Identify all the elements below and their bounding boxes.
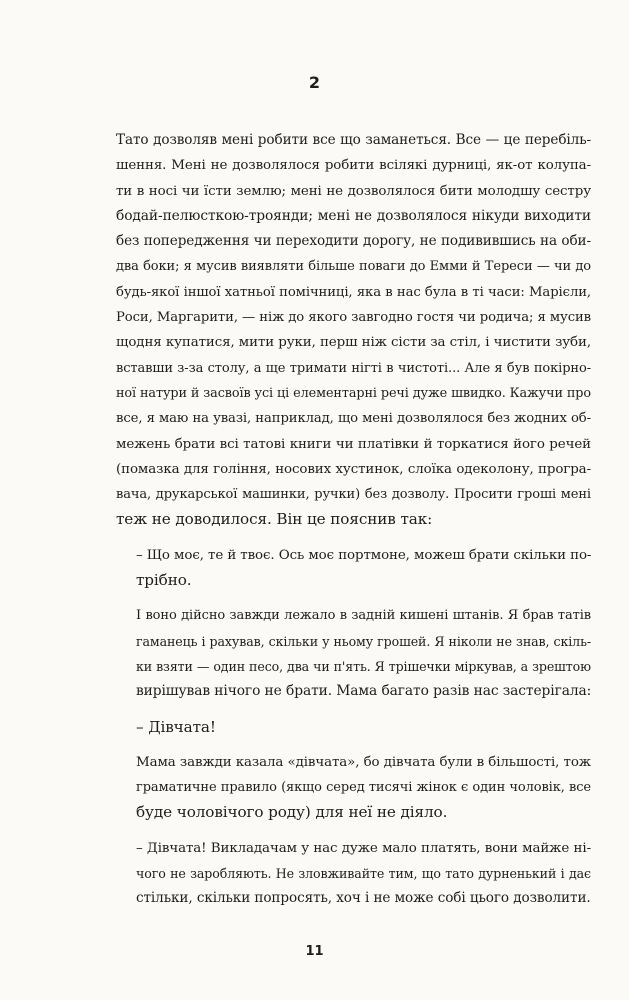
text-line: стільки, скільки попросять, хоч і не може собі цього дозволити. [136, 890, 591, 907]
text-line: – Дівчата! Викладачам у нас дуже мало платять, вони майже ні- [136, 840, 591, 856]
paragraph-3 [116, 603, 591, 704]
paragraph-1 [116, 128, 591, 533]
text-line: вирішував нічого не брати. Мама багато разів нас застерігала: [136, 683, 592, 700]
paragraph-2 [116, 543, 591, 594]
text-line: все, я маю на увазі, наприклад, що мені дозволялося без жодних об- [116, 411, 591, 427]
text-line: ти в носі чи їсти землю; мені не дозволялося бити молодшу сестру [116, 183, 591, 199]
text-line: (помазка для гоління, носових хустинок, слоїка одеколону, програ- [116, 461, 591, 477]
text-line: гаманець і рахував, скільки у ньому грошей. Я ніколи не знав, скіль- [136, 633, 591, 649]
text-line: – Дівчата! [136, 717, 216, 736]
text-line: теж не доводилося. Він це пояснив так: [116, 510, 433, 529]
body-text [116, 128, 591, 922]
text-line: Роси, Маргарити, — ніж до якого завгодно гостя чи родича; я мусив [116, 310, 591, 326]
text-line: – Що моє, те й твоє. Ось моє портмоне, можеш брати скільки по- [136, 547, 592, 563]
text-line: щодня купатися, мити руки, перш ніж сісти за стіл, і чистити зуби, [116, 335, 591, 351]
text-line: шення. Мені не дозволялося робити всілякі дурниці, як-от колупа- [116, 158, 591, 174]
paragraph-5 [116, 750, 591, 826]
text-line: вача, друкарської машинки, ручки) без дозволу. Просити гроші мені [116, 487, 591, 503]
text-line: Мама завжди казала «дівчата», бо дівчата були в більшості, тож [136, 754, 591, 770]
text-line: граматичне правило (якщо серед тисячі жінок є один чоловік, все [136, 780, 591, 796]
text-line: будь-якої іншої хатньої помічниці, яка в нас була в ті часи: Марієли, [116, 284, 591, 300]
page-number: 11 [305, 944, 324, 959]
text-line: буде чоловічого роду) для неї не діяло. [136, 803, 448, 822]
text-line: І воно дійсно завжди лежало в задній кишені штанів. Я брав татів [136, 608, 591, 624]
paragraph-4 [116, 715, 591, 740]
text-line: чого не заробляють. Не зловживайте тим, що тато дурненький і дає [136, 866, 591, 882]
text-line: межень брати всі татові книги чи платівки й торкатися його речей [116, 436, 591, 452]
text-line: вставши з-за столу, а ще тримати нігті в чистоті... Але я був покірно- [116, 360, 591, 376]
text-line: два боки; я мусив виявляти більше поваги до Емми й Тереси — чи до [116, 259, 591, 275]
paragraph-6 [116, 836, 591, 912]
text-line: ки взяти — один песо, два чи п'ять. Я трішечки міркував, а зрештою [136, 658, 591, 674]
text-line: без попередження чи переходити дорогу, не подивившись на оби- [116, 233, 591, 250]
text-line: ної натури й засвоїв усі ці елементарні речі дуже швидко. Кажучи про [116, 385, 591, 401]
text-line: бодай-пелюсткою-троянди; мені не дозволялося нікуди виходити [116, 207, 591, 224]
chapter-number: 2 [308, 73, 321, 92]
text-line: трібно. [136, 571, 192, 590]
text-line: Тато дозволяв мені робити все що заманеться. Все — це перебіль- [116, 132, 591, 148]
